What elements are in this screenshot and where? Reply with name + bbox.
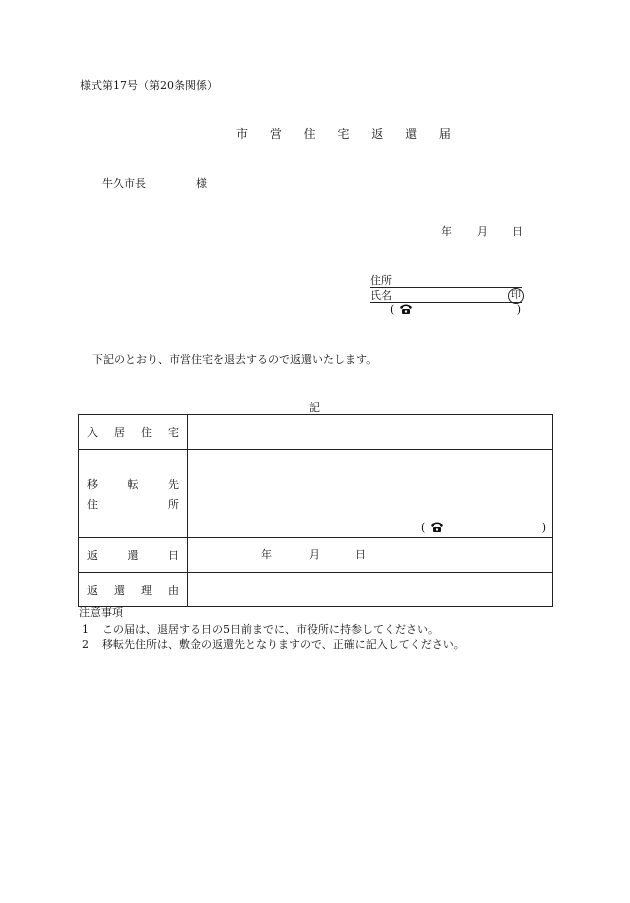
return-date-day: 日 bbox=[355, 548, 366, 561]
notes-list bbox=[82, 622, 465, 652]
return-date-month: 月 bbox=[309, 548, 320, 561]
row-return-reason bbox=[79, 573, 553, 607]
return-form-table bbox=[78, 414, 553, 607]
name-label: 氏名 bbox=[370, 289, 392, 302]
date-month-label: 月 bbox=[477, 225, 488, 238]
intro-text: 下記のとおり、市営住宅を退去するので返還いたします。 bbox=[92, 353, 378, 366]
residence-field[interactable] bbox=[188, 415, 553, 450]
new-address-phone: ( bbox=[421, 521, 445, 535]
phone-close-paren: ) bbox=[516, 303, 522, 316]
return-date-field[interactable] bbox=[188, 538, 553, 573]
row-new-address bbox=[79, 450, 553, 538]
addressee-mayor: 牛久市長 bbox=[102, 177, 146, 190]
row-residence bbox=[79, 415, 553, 450]
new-address-phone-close: ) bbox=[541, 521, 546, 534]
note-item: 1 この届は、退居する日の5日前までに、市役所に持参してください。 bbox=[82, 623, 439, 636]
row-return-date bbox=[79, 538, 553, 573]
address-underline bbox=[370, 287, 522, 288]
ki-heading: 記 bbox=[309, 401, 320, 414]
label-return-date: 返 還 日 bbox=[79, 538, 188, 573]
applicant-phone bbox=[390, 303, 521, 317]
date-year-label: 年 bbox=[441, 225, 452, 238]
document-title: 市 営 住 宅 返 還 届 bbox=[236, 127, 460, 141]
return-date-year: 年 bbox=[261, 548, 272, 561]
addressee-honorific: 様 bbox=[196, 177, 207, 190]
telephone-icon bbox=[399, 303, 413, 314]
label-return-reason: 返 還 理 由 bbox=[79, 573, 188, 607]
new-address-field[interactable] bbox=[188, 450, 553, 538]
note-item: 2 移転先住所は、敷金の返還先となりますので、正確に記入してください。 bbox=[82, 638, 465, 651]
phone-open-paren: ( bbox=[390, 303, 395, 316]
seal-mark: 印 bbox=[508, 288, 524, 304]
address-label: 住所 bbox=[370, 274, 392, 287]
notes-heading: 注意事項 bbox=[79, 606, 123, 619]
form-number: 様式第17号（第20条関係） bbox=[80, 79, 218, 92]
date-day-label: 日 bbox=[512, 225, 523, 238]
return-reason-field[interactable] bbox=[188, 573, 553, 607]
label-residence: 入 居 住 宅 bbox=[79, 415, 188, 450]
label-new-address: 移 転 先 住 所 bbox=[79, 450, 188, 538]
telephone-icon bbox=[430, 521, 444, 532]
